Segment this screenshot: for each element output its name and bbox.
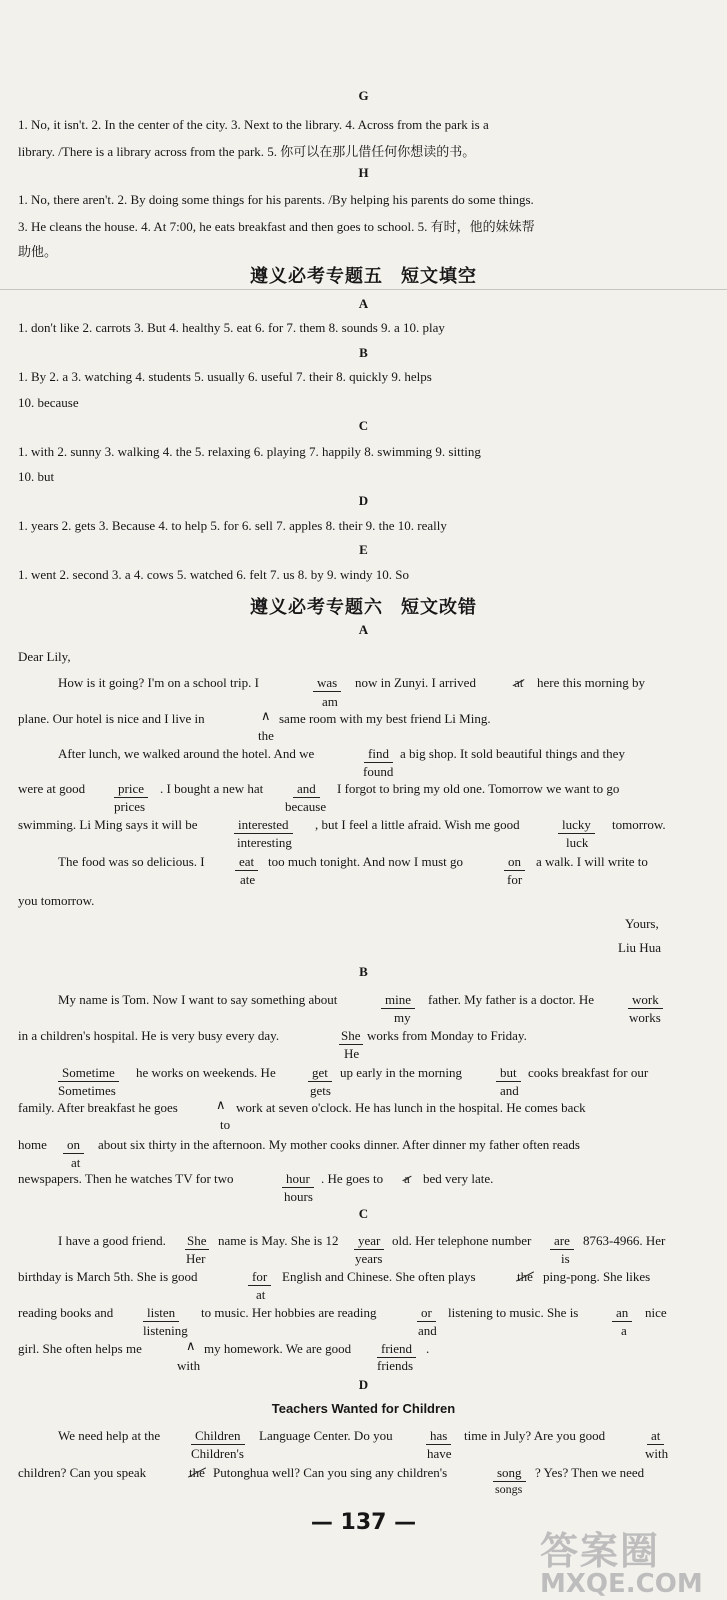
s6-a-cor-am: am xyxy=(322,694,338,709)
s6-b-l6c: bed very late. xyxy=(423,1171,494,1186)
s6-c-l1c: old. Her telephone number xyxy=(392,1233,532,1248)
s6-a-err-and: and xyxy=(293,781,320,798)
s6-b-l4b: work at seven o'clock. He has lunch in the hospital. He comes back xyxy=(236,1100,586,1115)
s5-b-line2: 10. because xyxy=(18,395,79,410)
s6-b-cor-my: my xyxy=(394,1010,411,1025)
s6-d-l1b: Language Center. Do you xyxy=(259,1428,393,1443)
s6-a-l5b: , but I feel a little afraid. Wish me good xyxy=(315,817,520,832)
s6-d-cor-with: with xyxy=(645,1446,669,1461)
s6-c-err-listen: listen xyxy=(143,1305,179,1322)
s6-a-closing: Yours, xyxy=(625,916,659,931)
s6-d-err-song: song xyxy=(493,1465,526,1482)
s6-a-del-at: at xyxy=(514,675,524,690)
page-number-value: 137 xyxy=(340,1510,387,1535)
s5-b-line1: 1. By 2. a 3. watching 4. students 5. usually 6. useful 7. their 8. quickly 9. helps xyxy=(18,369,432,384)
s6-d-title: Teachers Wanted for Children xyxy=(271,1401,456,1416)
s6-b-l2a: in a children's hospital. He is very busy every day. xyxy=(18,1028,280,1043)
s5-a-label: A xyxy=(358,296,369,311)
section5-title-b: 短文填空 xyxy=(401,266,477,287)
s6-a-l6c: a walk. I will write to xyxy=(536,854,648,869)
s6-a-err-find: find xyxy=(364,746,393,763)
s6-c-l3b: to music. Her hobbies are reading xyxy=(201,1305,377,1320)
s6-c-cor-years: years xyxy=(355,1251,383,1266)
s5-c-label: C xyxy=(358,418,369,433)
s6-b-l1a: My name is Tom. Now I want to say something about xyxy=(58,992,338,1007)
s6-b-cor-at: at xyxy=(71,1155,81,1170)
s6-b-err-she: She xyxy=(341,1028,361,1043)
s6-d-label: D xyxy=(358,1377,369,1392)
page-dash-right: — xyxy=(394,1510,417,1535)
s6-c-cor-friends: friends xyxy=(377,1358,414,1373)
s5-e-label: E xyxy=(359,542,368,557)
section-h-line3: 助他。 xyxy=(18,244,58,259)
s6-d-l2c: ? Yes? Then we need xyxy=(535,1465,645,1480)
section-h-line1: 1. No, there aren't. 2. By doing some things for his parents. /By helping his parents do some things. xyxy=(18,192,534,207)
s6-c-l2c: ping-pong. She likes xyxy=(543,1269,651,1284)
s6-c-err-she: She xyxy=(187,1233,207,1248)
s6-c-l4a: girl. She often helps me xyxy=(18,1341,142,1356)
s6-b-err-but: but xyxy=(496,1065,521,1082)
s6-a-l1b: now in Zunyi. I arrived xyxy=(355,675,476,690)
s6-b-err-sometime: Sometime xyxy=(58,1065,119,1082)
s6-d-err-has: has xyxy=(426,1428,451,1445)
s6-a-cor-luck: luck xyxy=(566,835,589,850)
section6-title-a: 遵义必考专题六 xyxy=(250,597,383,618)
s6-a-greeting: Dear Lily, xyxy=(18,649,71,664)
insert-caret-icon: ∧ xyxy=(216,1098,226,1113)
s6-a-err-price: price xyxy=(114,781,148,798)
watermark-line2: MXQE.COM xyxy=(540,1569,703,1599)
s6-c-label: C xyxy=(358,1206,369,1221)
s6-b-cor-he: He xyxy=(344,1046,360,1061)
section-g-line2: library. /There is a library across from the park. 5. 你可以在那儿借任何你想读的书。 xyxy=(18,144,476,159)
s6-a-ins-the: the xyxy=(258,728,274,743)
s5-d-label: D xyxy=(358,493,369,508)
s6-b-del-a: a xyxy=(404,1171,410,1186)
s6-b-l3a: he works on weekends. He xyxy=(136,1065,276,1080)
section5-title xyxy=(0,262,727,288)
s6-c-l1b: name is May. She is 12 xyxy=(218,1233,339,1248)
section-g-label: G xyxy=(358,88,369,103)
s6-a-l6b: too much tonight. And now I must go xyxy=(268,854,463,869)
s6-a-err-was: was xyxy=(313,675,341,692)
s6-a-l5a: swimming. Li Ming says it will be xyxy=(18,817,198,832)
s6-c-cor-at: at xyxy=(256,1287,266,1302)
s5-c-line2: 10. but xyxy=(18,469,55,484)
s6-b-err-on: on xyxy=(63,1137,84,1154)
s6-a-l4b: . I bought a new hat xyxy=(160,781,264,796)
s6-c-l4c: . xyxy=(426,1341,430,1356)
s6-b-cor-sometimes: Sometimes xyxy=(58,1083,116,1098)
s6-c-cor-and: and xyxy=(418,1323,437,1338)
s6-b-err-hour: hour xyxy=(282,1171,314,1188)
s6-b-cor-hours: hours xyxy=(284,1189,313,1204)
s5-c-line1: 1. with 2. sunny 3. walking 4. the 5. relaxing 6. playing 7. happily 8. swimming 9. sitting xyxy=(18,444,481,459)
s6-a-cor-for: for xyxy=(507,872,523,887)
s6-c-l3a: reading books and xyxy=(18,1305,114,1320)
s6-a-l3a: After lunch, we walked around the hotel. And we xyxy=(58,746,315,761)
s6-d-cor-childrens: Children's xyxy=(191,1446,244,1461)
insert-caret-icon: ∧ xyxy=(186,1339,196,1354)
s6-c-l2a: birthday is March 5th. She is good xyxy=(18,1269,198,1284)
s6-b-l5b: about six thirty in the afternoon. My mother cooks dinner. After dinner my father often reads xyxy=(98,1137,580,1152)
s6-c-cor-is: is xyxy=(561,1251,570,1266)
s6-c-err-are: are xyxy=(550,1233,574,1250)
s6-c-l1d: 8763-4966. Her xyxy=(583,1233,666,1248)
divider xyxy=(0,289,727,290)
s6-a-err-lucky: lucky xyxy=(558,817,595,834)
s6-a-l7: you tomorrow. xyxy=(18,893,95,908)
s6-b-cor-works: works xyxy=(629,1010,661,1025)
s5-e-line1: 1. went 2. second 3. a 4. cows 5. watched 6. felt 7. us 8. by 9. windy 10. So xyxy=(18,567,410,582)
s6-b-ins-to: to xyxy=(220,1117,231,1132)
page-dash-left: — xyxy=(310,1510,333,1535)
s6-a-err-interested: interested xyxy=(234,817,293,834)
s6-a-l2a: plane. Our hotel is nice and I live in xyxy=(18,711,205,726)
s6-a-l5c: tomorrow. xyxy=(612,817,666,832)
s6-b-l3c: cooks breakfast for our xyxy=(528,1065,649,1080)
s6-b-l4a: family. After breakfast he goes xyxy=(18,1100,178,1115)
s6-a-err-eat: eat xyxy=(235,854,258,871)
s6-d-cor-songs: songs xyxy=(495,1482,523,1496)
s6-a-l1a: How is it going? I'm on a school trip. I xyxy=(58,675,259,690)
section5-title-a: 遵义必考专题五 xyxy=(250,266,383,287)
s6-c-l4b: my homework. We are good xyxy=(204,1341,352,1356)
s6-c-cor-a: a xyxy=(621,1323,627,1338)
s6-d-del-the: the xyxy=(189,1465,205,1480)
s6-a-cor-interesting: interesting xyxy=(237,835,292,850)
watermark-line1: 答案圈 xyxy=(540,1529,661,1573)
s6-c-err-year: year xyxy=(354,1233,384,1250)
section6-title xyxy=(0,593,727,619)
insert-caret-icon: ∧ xyxy=(261,709,271,724)
watermark xyxy=(540,1520,703,1599)
s6-b-err-get: get xyxy=(308,1065,332,1082)
s5-d-line1: 1. years 2. gets 3. Because 4. to help 5. for 6. sell 7. apples 8. their 9. the 10. really xyxy=(18,518,447,533)
s6-a-l1c: here this morning by xyxy=(537,675,645,690)
s6-c-err-friend: friend xyxy=(377,1341,416,1358)
s6-c-l2b: English and Chinese. She often plays xyxy=(282,1269,476,1284)
s5-b-label: B xyxy=(359,345,368,360)
s6-b-err-mine: mine xyxy=(381,992,415,1009)
s6-b-l6b: . He goes to xyxy=(321,1171,384,1186)
s6-a-l3b: a big shop. It sold beautiful things and they xyxy=(400,746,625,761)
s6-d-l1c: time in July? Are you good xyxy=(464,1428,606,1443)
s6-b-err-work: work xyxy=(628,992,663,1009)
s6-a-err-on: on xyxy=(504,854,525,871)
s6-a-l6a: The food was so delicious. I xyxy=(58,854,205,869)
s6-c-err-an: an xyxy=(612,1305,632,1322)
section6-title-b: 短文改错 xyxy=(401,597,477,618)
s6-c-del-the: the xyxy=(517,1269,533,1284)
s6-b-l6a: newspapers. Then he watches TV for two xyxy=(18,1171,234,1186)
s6-a-cor-because: because xyxy=(285,799,327,814)
s6-a-cor-found: found xyxy=(363,764,394,779)
s6-b-l1b: father. My father is a doctor. He xyxy=(428,992,595,1007)
s6-d-cor-have: have xyxy=(427,1446,452,1461)
s6-c-cor-her: Her xyxy=(186,1251,206,1266)
s6-d-l2b: Putonghua well? Can you sing any children's xyxy=(213,1465,448,1480)
s6-c-l3d: nice xyxy=(645,1305,667,1320)
s6-b-l5a: home xyxy=(18,1137,47,1152)
s6-a-l4c: I forgot to bring my old one. Tomorrow we want to go xyxy=(337,781,620,796)
s6-d-err-children: Children xyxy=(191,1428,245,1445)
s6-a-label: A xyxy=(358,622,369,637)
s6-c-err-for: for xyxy=(248,1269,271,1286)
section-h-line2: 3. He cleans the house. 4. At 7:00, he eats breakfast and then goes to school. 5. 有时，他的妹妹帮 xyxy=(18,219,535,234)
s5-a-line1: 1. don't like 2. carrots 3. But 4. healthy 5. eat 6. for 7. them 8. sounds 9. a 10. play xyxy=(18,320,445,335)
s6-b-cor-and: and xyxy=(500,1083,519,1098)
s6-a-signature: Liu Hua xyxy=(618,940,661,955)
section-h-label: H xyxy=(358,165,369,180)
s6-d-l2a: children? Can you speak xyxy=(18,1465,147,1480)
s6-c-l1a: I have a good friend. xyxy=(58,1233,166,1248)
s6-a-l4a: were at good xyxy=(18,781,86,796)
s6-c-err-or: or xyxy=(417,1305,436,1322)
s6-b-cor-gets: gets xyxy=(310,1083,331,1098)
s6-c-ins-with: with xyxy=(177,1358,201,1373)
s6-b-l3b: up early in the morning xyxy=(340,1065,463,1080)
s6-a-cor-ate: ate xyxy=(240,872,256,887)
s6-c-cor-listening: listening xyxy=(143,1323,188,1338)
s6-a-cor-prices: prices xyxy=(114,799,146,814)
s6-b-label: B xyxy=(359,964,368,979)
s6-b-l2b: works from Monday to Friday. xyxy=(367,1028,527,1043)
s6-d-l1a: We need help at the xyxy=(58,1428,161,1443)
section-g-line1: 1. No, it isn't. 2. In the center of the city. 3. Next to the library. 4. Across from the park is a xyxy=(18,117,489,132)
s6-a-l2b: same room with my best friend Li Ming. xyxy=(279,711,491,726)
s6-d-err-at: at xyxy=(647,1428,664,1445)
s6-c-l3c: listening to music. She is xyxy=(448,1305,579,1320)
